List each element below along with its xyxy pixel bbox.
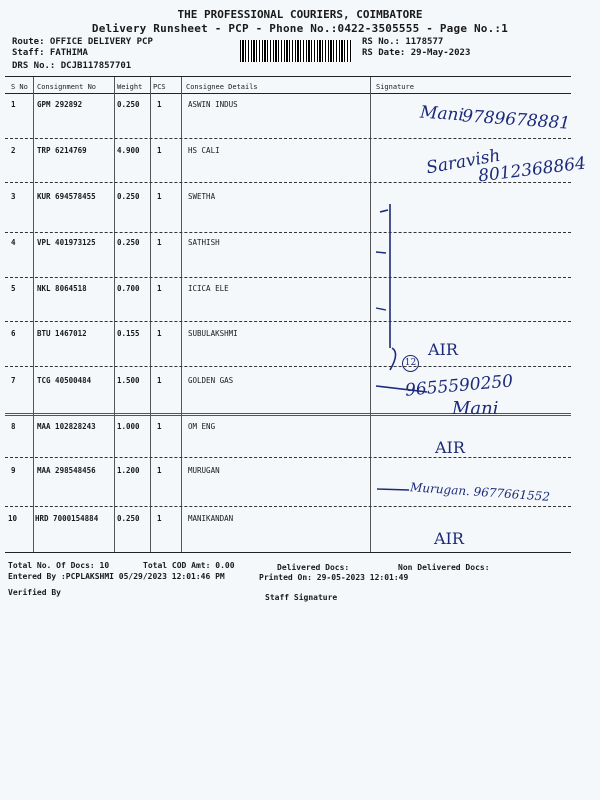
table-cell-consignment: KUR 694578455 bbox=[37, 192, 96, 201]
row-separator bbox=[5, 457, 571, 458]
table-cell-consignee: HS CALI bbox=[188, 146, 220, 155]
table-cell-sno: 9 bbox=[11, 466, 16, 475]
verified-by-label: Verified By bbox=[8, 588, 61, 597]
route-text: Route: OFFICE DELIVERY PCP bbox=[12, 37, 153, 47]
col-divider bbox=[370, 77, 371, 552]
row-separator bbox=[5, 232, 571, 233]
staff-signature-label: Staff Signature bbox=[265, 593, 338, 602]
handwritten-phone: 8012368864 bbox=[477, 153, 587, 187]
table-cell-pcs: 1 bbox=[157, 422, 162, 431]
rs-number: RS No.: 1178577 bbox=[362, 37, 444, 47]
table-cell-pcs: 1 bbox=[157, 238, 162, 247]
table-cell-weight: 0.250 bbox=[117, 100, 140, 109]
col-header-sno: S No bbox=[11, 83, 28, 91]
handwritten-note: AIR bbox=[435, 438, 465, 457]
delivered-docs: Delivered Docs: bbox=[277, 563, 350, 572]
table-cell-pcs: 1 bbox=[157, 192, 162, 201]
table-cell-pcs: 1 bbox=[157, 146, 162, 155]
col-header-pcs: PCS bbox=[153, 83, 166, 91]
table-cell-weight: 0.250 bbox=[117, 192, 140, 201]
col-header-consignee: Consignee Details bbox=[186, 83, 258, 91]
table-cell-weight: 4.900 bbox=[117, 146, 140, 155]
barcode-image bbox=[240, 40, 352, 62]
table-cell-consignment: GPM 292892 bbox=[37, 100, 83, 109]
table-cell-pcs: 1 bbox=[157, 466, 162, 475]
table-top-rule bbox=[5, 76, 571, 77]
table-cell-weight: 0.250 bbox=[117, 514, 140, 523]
table-cell-weight: 1.200 bbox=[117, 466, 140, 475]
handwritten-name: Mani bbox=[419, 102, 465, 126]
table-cell-weight: 0.155 bbox=[117, 329, 140, 338]
col-divider bbox=[181, 77, 182, 552]
table-cell-consignee: MURUGAN bbox=[188, 466, 220, 475]
row-separator bbox=[5, 138, 571, 139]
table-cell-pcs: 1 bbox=[157, 376, 162, 385]
table-cell-pcs: 1 bbox=[157, 100, 162, 109]
table-cell-sno: 4 bbox=[11, 238, 16, 247]
handwritten-note: Murugan. 9677661552 bbox=[409, 480, 551, 504]
handwritten-note: AIR bbox=[434, 529, 464, 548]
table-cell-sno: 5 bbox=[11, 284, 16, 293]
table-cell-consignment: MAA 298548456 bbox=[37, 466, 96, 475]
col-divider bbox=[150, 77, 151, 552]
table-cell-consignment: TCG 40500484 bbox=[37, 376, 92, 385]
non-delivered-docs: Non Delivered Docs: bbox=[398, 563, 490, 572]
company-title: THE PROFESSIONAL COURIERS, COIMBATORE bbox=[177, 8, 423, 21]
table-cell-consignment: BTU 1467012 bbox=[37, 329, 87, 338]
handwritten-phone: 9789678881 bbox=[461, 106, 571, 134]
handwritten-name: Saravish bbox=[424, 145, 502, 179]
table-cell-consignment: NKL 8064518 bbox=[37, 284, 87, 293]
total-docs: Total No. Of Docs: 10 bbox=[8, 561, 110, 570]
col-divider bbox=[114, 77, 115, 552]
table-cell-sno: 2 bbox=[11, 146, 16, 155]
col-header-consignment: Consignment No bbox=[37, 83, 97, 91]
entered-by: Entered By :PCPLAKSHMI 05/29/2023 12:01:46 PM bbox=[8, 572, 225, 581]
drs-number: DRS No.: DCJB117857701 bbox=[12, 61, 132, 71]
table-bottom-rule bbox=[5, 552, 571, 553]
handwritten-phone: 9655590250 bbox=[404, 371, 514, 401]
table-cell-consignee: OM ENG bbox=[188, 422, 216, 431]
table-cell-sno: 7 bbox=[11, 376, 16, 385]
col-header-signature: Signature bbox=[376, 83, 414, 91]
handwritten-note: AIR bbox=[428, 340, 458, 359]
table-cell-sno: 10 bbox=[8, 514, 18, 523]
table-cell-pcs: 1 bbox=[157, 284, 162, 293]
table-cell-sno: 6 bbox=[11, 329, 16, 338]
table-cell-consignee: ASWIN INDUS bbox=[188, 100, 238, 109]
table-cell-weight: 1.000 bbox=[117, 422, 140, 431]
col-header-weight: Weight bbox=[117, 83, 143, 91]
table-cell-weight: 0.700 bbox=[117, 284, 140, 293]
table-cell-consignee: SATHISH bbox=[188, 238, 220, 247]
table-cell-sno: 3 bbox=[11, 192, 16, 201]
row-separator bbox=[5, 506, 571, 507]
table-cell-sno: 8 bbox=[11, 422, 16, 431]
table-cell-consignee: ICICA ELE bbox=[188, 284, 229, 293]
table-cell-consignee: MANIKANDAN bbox=[188, 514, 234, 523]
table-cell-weight: 0.250 bbox=[117, 238, 140, 247]
table-cell-sno: 1 bbox=[11, 100, 16, 109]
table-cell-consignment: TRP 6214769 bbox=[37, 146, 87, 155]
table-cell-consignee: SUBULAKSHMI bbox=[188, 329, 238, 338]
table-cell-consignment: VPL 401973125 bbox=[37, 238, 96, 247]
row-separator bbox=[5, 366, 571, 367]
table-cell-pcs: 1 bbox=[157, 514, 162, 523]
table-cell-consignee: GOLDEN GAS bbox=[188, 376, 234, 385]
staff-text: Staff: FATHIMA bbox=[12, 48, 88, 58]
handwritten-signature: Mani bbox=[452, 398, 499, 419]
table-cell-consignee: SWETHA bbox=[188, 192, 216, 201]
row-separator bbox=[5, 277, 571, 278]
runsheet-subtitle: Delivery Runsheet - PCP - Phone No.:0422-3505555 - Page No.:1 bbox=[91, 22, 509, 35]
table-cell-weight: 1.500 bbox=[117, 376, 140, 385]
row-separator bbox=[5, 321, 571, 322]
col-divider bbox=[33, 77, 34, 552]
table-cell-consignment: HRD 7000154884 bbox=[35, 514, 99, 523]
table-cell-pcs: 1 bbox=[157, 329, 162, 338]
handwritten-bracket-mark bbox=[372, 198, 432, 408]
rs-date: RS Date: 29-May-2023 bbox=[362, 48, 471, 58]
handwritten-circled-number: 12 bbox=[402, 355, 419, 372]
header-bottom-rule bbox=[5, 93, 571, 94]
table-cell-consignment: MAA 102828243 bbox=[37, 422, 96, 431]
printed-on: Printed On: 29-05-2023 12:01:49 bbox=[259, 573, 409, 582]
total-cod: Total COD Amt: 0.00 bbox=[143, 561, 235, 570]
